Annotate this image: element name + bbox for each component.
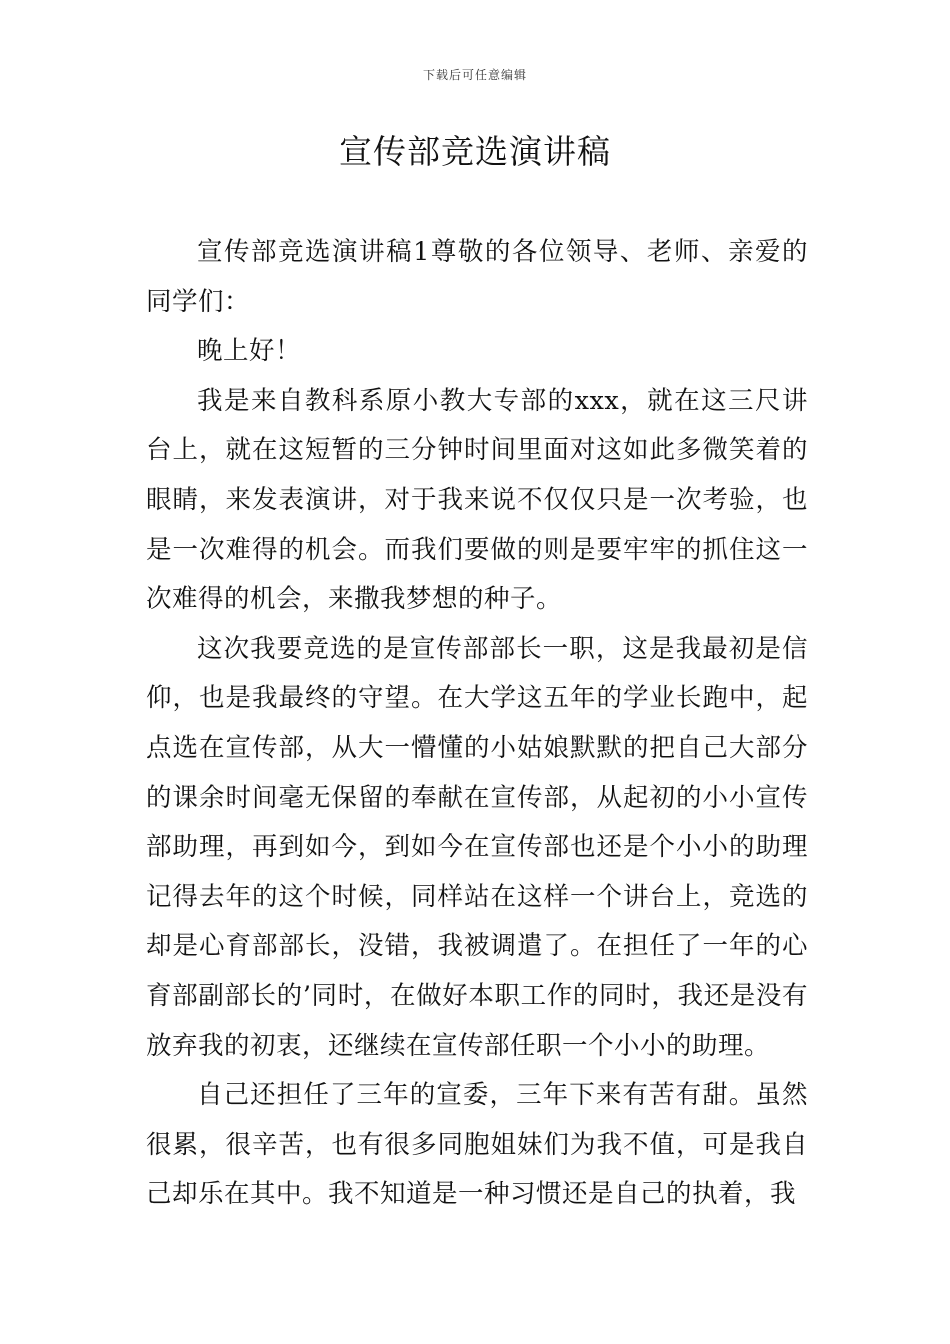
document-body [146,228,808,1220]
paragraph-greeting: 宣传部竞选演讲稿1尊敬的各位领导、老师、亲爱的同学们： [146,237,808,317]
paragraph-committee-experience: 自己还担任了三年的宣委，三年下来有苦有甜。虽然很累，很辛苦，也有很多同胞姐妹们为我不值，可是我自己却乐在其中。我不知道是一种习惯还是自己的执着，我 [146,1080,808,1210]
header-note: 下载后可任意编辑 [422,68,527,82]
paragraph-candidacy: 这次我要竞选的是宣传部部长一职，这是我最初是信仰，也是我最终的守望。在大学这五年的学业长跑中，起点选在宣传部，从大一懵懂的小姑娘默默的把自己大部分的课余时间毫无保留的奉献在宣传部，从起初的小小宣传部助理，再到如今，到如今在宣传部也还是个小小的助理记得去年的这个时候，同样站在这样一个讲台上，竞选的却是心育部部长，没错，我被调遣了。在担任了一年的心育部副部长的’同时，在做好本职工作的同时，我还是没有放弃我的初衷，还继续在宣传部任职一个小小的助理。 [146,633,808,1061]
paragraph-introduction: 我是来自教科系原小教大专部的xxx，就在这三尺讲台上，就在这短暂的三分钟时间里面对这如此多微笑着的眼睛，来发表演讲，对于我来说不仅仅只是一次考验，也是一次难得的机会。而我们要做的则是要牢牢的抓住这一次难得的机会，来撒我梦想的种子。 [146,385,808,615]
paragraph-good-evening: 晚上好！ [197,336,302,367]
document-title: 宣传部竞选演讲稿 [339,132,611,171]
